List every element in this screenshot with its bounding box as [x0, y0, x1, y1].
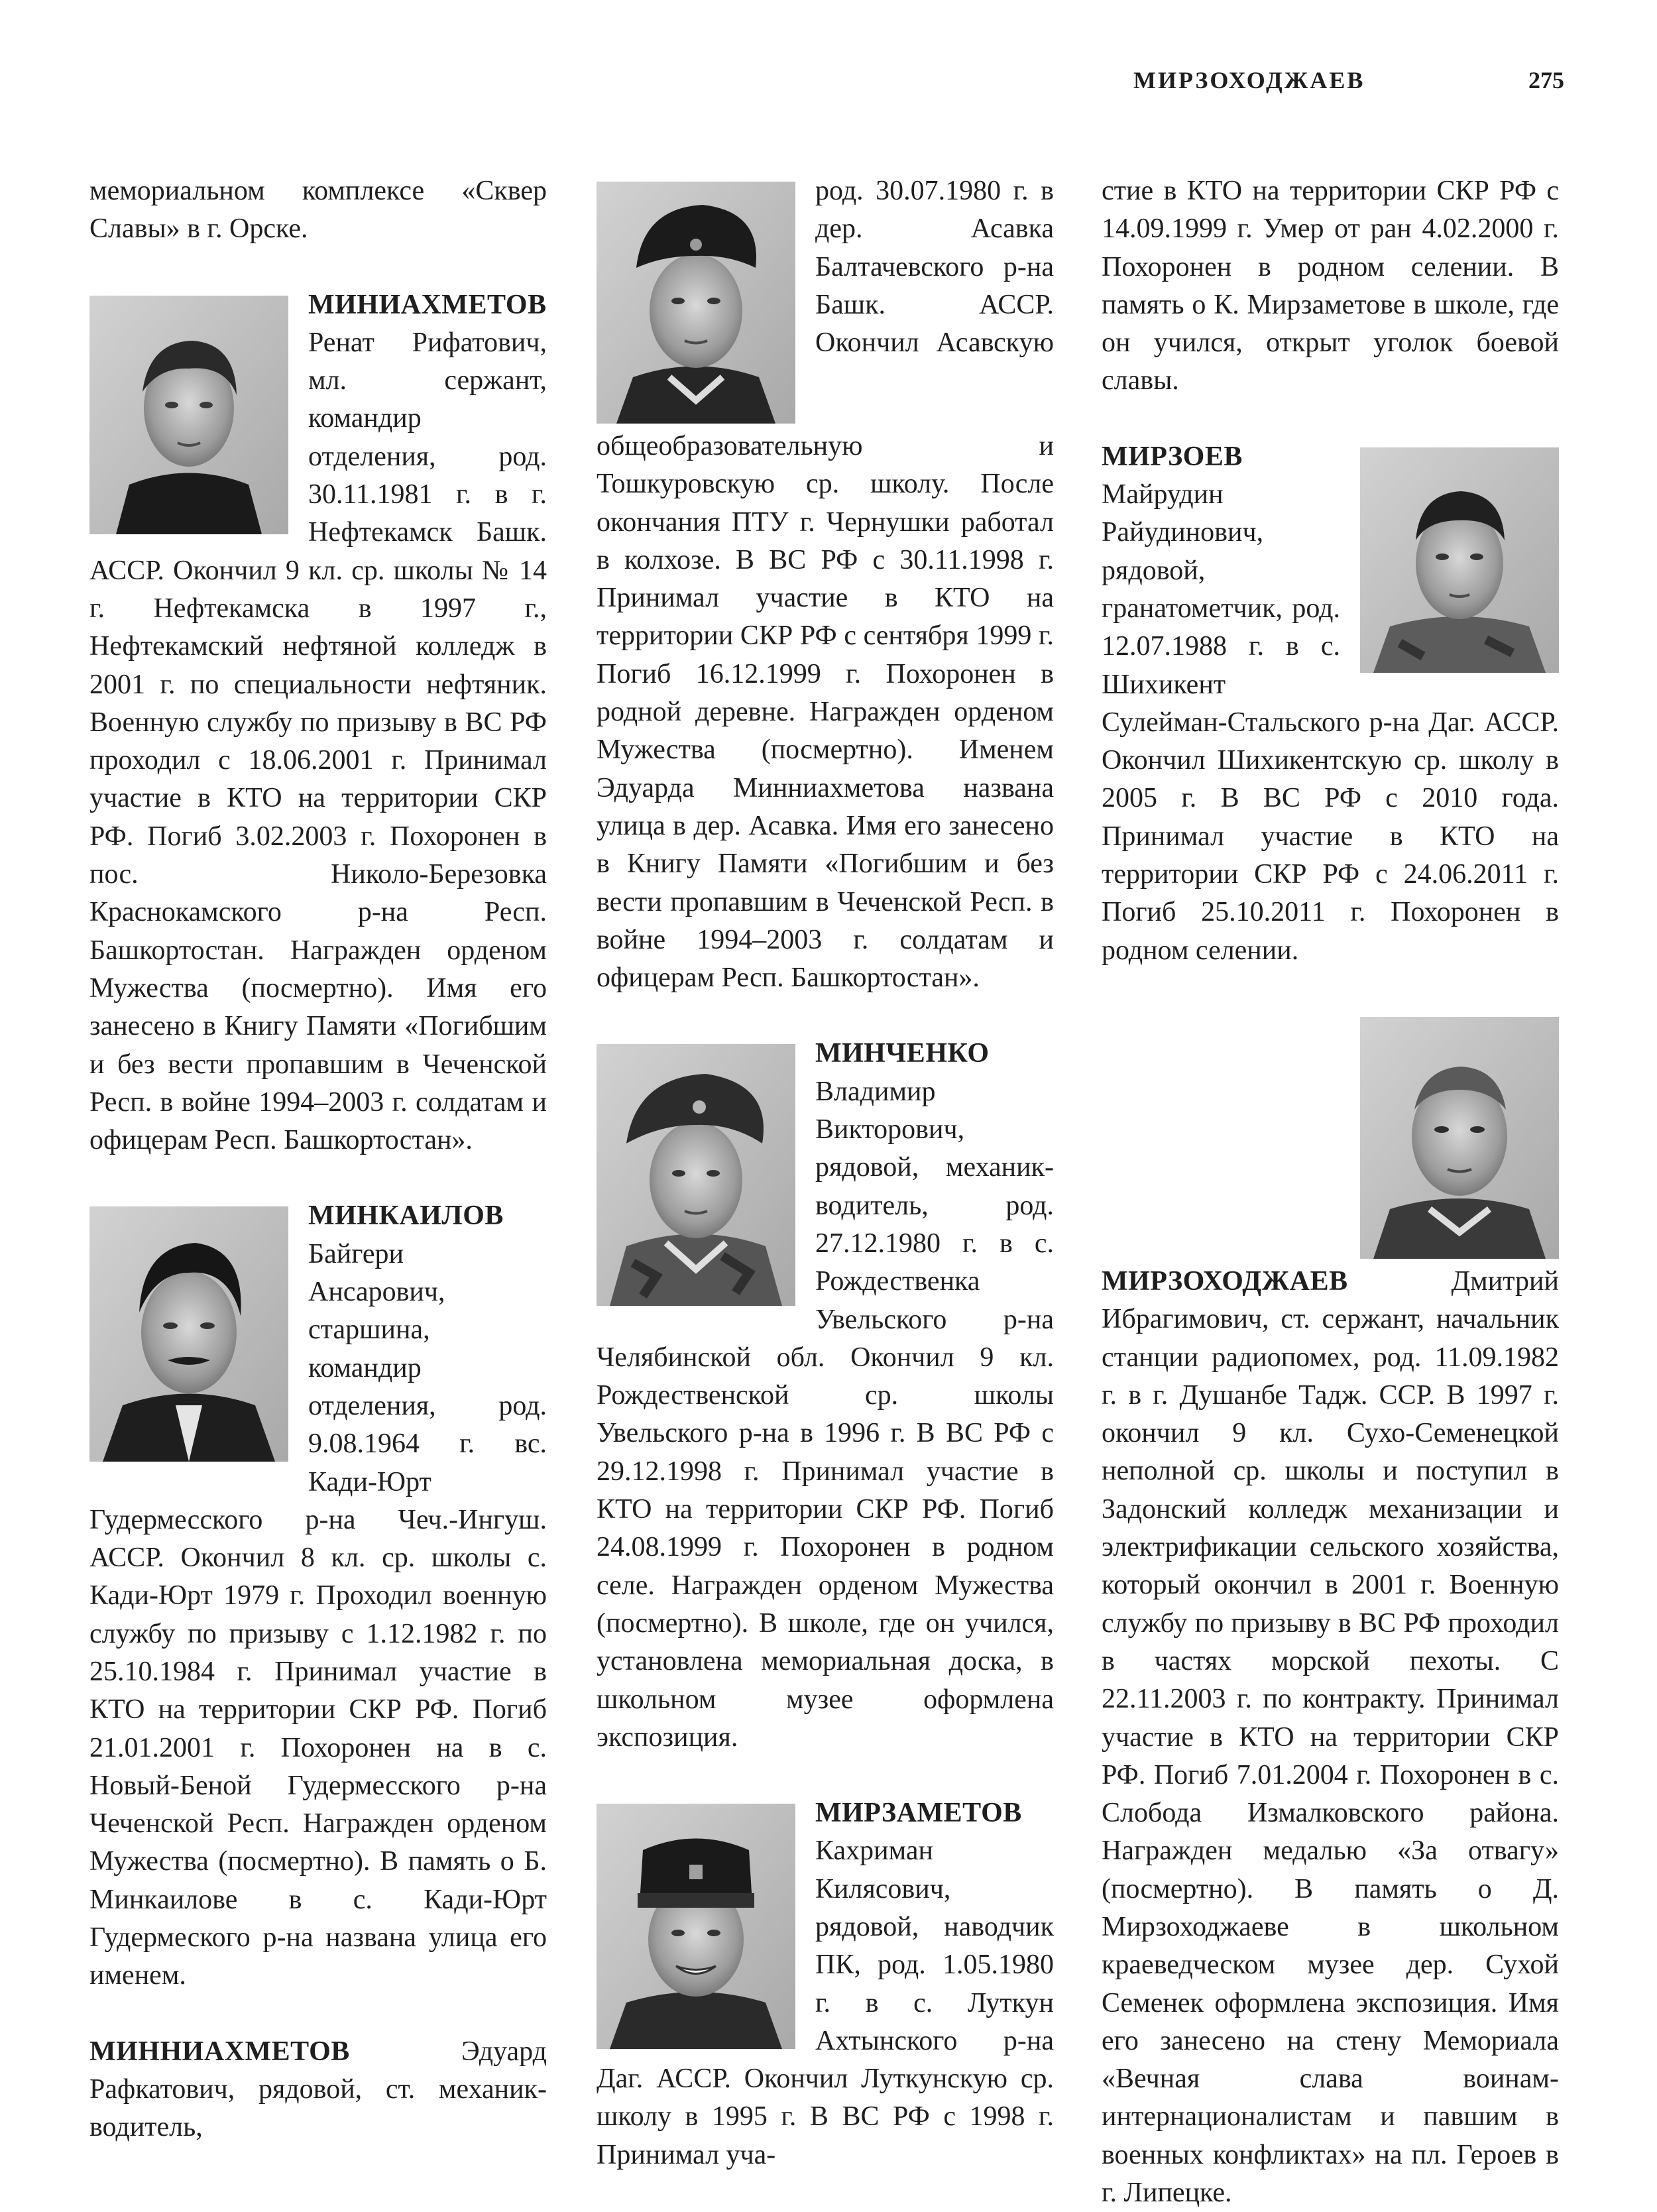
entry-miniakhmetov	[89, 286, 547, 1160]
entry-text: Владимир Викторович, рядовой, механик-водитель, род. 27.12.1980 г. в с. Рождественка Увельского р-на Челябинской обл. Окончил 9 кл. Рождественской ср. школы Увельского р-на в 1996 г. В ВС РФ с 29.12.1998 г. Принимал участие в КТО на территории СКР РФ. Погиб 24.08.1999 г. Похоронен в родном селе. Награжден орденом Мужества (посмертно). В школе, где он учился, установлена мемориальная доска, в школьном музее оформлена экспозиция.	[597, 1076, 1054, 1753]
person-name: МИНКАИЛОВ	[308, 1200, 504, 1232]
continued-text: мемориальном комплексе «Сквер Славы» в г. Орске.	[89, 176, 547, 245]
column-right	[1102, 172, 1559, 2209]
portrait-photo-miniakhmetov	[89, 296, 288, 534]
column-middle	[597, 172, 1054, 2170]
entry-mirzokhodzhaev	[1102, 1008, 1559, 2212]
entry-mirzoev	[1102, 438, 1559, 970]
column-left	[89, 172, 547, 2143]
page-number: 275	[1528, 67, 1564, 93]
continued-text	[597, 172, 1054, 997]
person-name: МИННИАХМЕТОВ	[89, 2036, 350, 2067]
entry-minkailov	[89, 1197, 547, 1995]
person-name: МИНЧЕНКО	[815, 1038, 990, 1069]
person-name: МИРЗОХОДЖАЕВ	[1102, 1265, 1348, 1297]
running-header	[1133, 66, 1564, 106]
entry-text: Майрудин Райудинович, рядовой, гранатометчик, род. 12.07.1988 г. в с. Шихикент Сулейман-Стальского р-на Даг. АССР. Окончил Шихикентскую ср. школу в 2005 г. В ВС РФ с 2010 года. Принимал участие в КТО на территории СКР РФ с 24.06.2011 г. Погиб 25.10.2011 г. Похоронен в родном селении.	[1102, 479, 1559, 966]
entry-text: Байгери Ансарович, старшина, командир отделения, род. 9.08.1964 г. вс. Кади-Юрт Гудермесского р-на Чеч.-Ингуш. АССР. Окончил 8 кл. ср. школы с. Кади-Юрт 1979 г. Проходил военную службу по призыву с 1.12.1982 г. по 25.10.1984 г. Принимал участие в КТО на территории СКР РФ. Погиб 21.01.2001 г. Похоронен на в с. Новый-Беной Гудермесского р-на Чеченской Респ. Награжден орденом Мужества (посмертно). В память о Б. Минкаилове в с. Кади-Юрт Гудермеского р-на названа улица его именем.	[89, 1238, 547, 1991]
entry-text: Дмитрий Ибрагимович, ст. сержант, начальник станции радиопомех, род. 11.09.1982 г. в г. Душанбе Тадж. ССР. В 1997 г. окончил 9 кл. Сухо-Семенецкой неполной ср. школы и поступил в Задонский колледж механизации и электрификации сельского хозяйства, который окончил в 2001 г. Военную службу по призыву в ВС РФ проходил в частях морской пехоты. С 22.11.2003 г. по контракту. Принимал участие в КТО на территории СКР РФ. Погиб 7.01.2004 г. Похоронен в с. Слобода Измалковского района. Награжден медалью «За отвагу» (посмертно). В память о Д. Мирзоходжаеве в школьном краеведческом музее дер. Сухой Семенек оформлена экспозиция. Имя его занесено на стену Мемориала «Вечная слава воинам-интернационалистам и павшим в военных конфликтах» на пл. Героев в г. Липецке.	[1102, 1265, 1559, 2209]
entry-text: Эдуард Рафкатович, рядовой, ст. механик-водитель,	[89, 2036, 547, 2143]
running-title: МИРЗОХОДЖАЕВ	[1133, 67, 1365, 93]
entry-minniakhmetov	[89, 2033, 547, 2147]
continued-text: стие в КТО на территории СКР РФ с 14.09.1999 г. Умер от ран 4.02.2000 г. Похоронен в родном селении. В память о К. Мирзаметове в школе, где он учился, открыт уголок боевой славы.	[1102, 176, 1559, 396]
portrait-photo-minchenko	[597, 1044, 795, 1306]
portrait-photo-minniakhmetov	[597, 182, 795, 424]
portrait-photo-minkailov	[89, 1206, 288, 1462]
entry-text: род. 30.07.1980 г. в дер. Асавка Балтачевского р-на Башк. АССР. Окончил Асавскую общеобразовательную и Тошкуровскую ср. школу. После окончания ПТУ г. Чернушки работал в колхозе. В ВС РФ с 30.11.1998 г. Принимал участие в КТО на территории СКР РФ с сентября 1999 г. Погиб 16.12.1999 г. Похоронен в родной деревне. Награжден орденом Мужества (посмертно). Именем Эдуарда Минниахметова названа улица в дер. Асавка. Имя его занесено в Книгу Памяти «Погибшим и без вести пропавшим в Чеченской Респ. в войне 1994–2003 г. солдатам и офицерам Респ. Башкортостан».	[597, 176, 1054, 994]
portrait-photo-mirzametov	[597, 1804, 795, 2049]
person-name: МИРЗАМЕТОВ	[815, 1798, 1022, 1829]
person-name: МИНИАХМЕТОВ	[308, 289, 547, 320]
portrait-photo-mirzoev	[1360, 447, 1559, 673]
entry-text: Ренат Рифатович, мл. сержант, командир отделения, род. 30.11.1981 г. в г. Нефтекамск Башк. АССР. Окончил 9 кл. ср. школы № 14 г. Нефтекамска в 1997 г., Нефтекамский нефтяной колледж в 2001 г. по специальности нефтяник. Военную службу по призыву в ВС РФ проходил с 18.06.2001 г. Принимал участие в КТО на территории СКР РФ. Погиб 3.02.2003 г. Похоронен в пос. Николо-Березовка Краснокамского р-на Респ. Башкортостан. Награжден орденом Мужества (посмертно). Имя его занесено в Книгу Памяти «Погибшим и без вести пропавшим в Чеченской Респ. в войне 1994–2003 г. солдатам и офицерам Респ. Башкортостан».	[89, 327, 547, 1156]
entry-minchenko	[597, 1035, 1054, 1757]
entry-mirzametov	[597, 1794, 1054, 2174]
portrait-photo-mirzokhodzhaev	[1360, 1017, 1559, 1259]
person-name: МИРЗОЕВ	[1102, 441, 1243, 472]
entry-text: Кахриман Килясович, рядовой, наводчик ПК, род. 1.05.1980 г. в с. Луткун Ахтынского р-на Даг. АССР. Окончил Луткунскую ср. школу в 1995 г. В ВС РФ с 1998 г. Принимал уча-	[597, 1835, 1054, 2170]
